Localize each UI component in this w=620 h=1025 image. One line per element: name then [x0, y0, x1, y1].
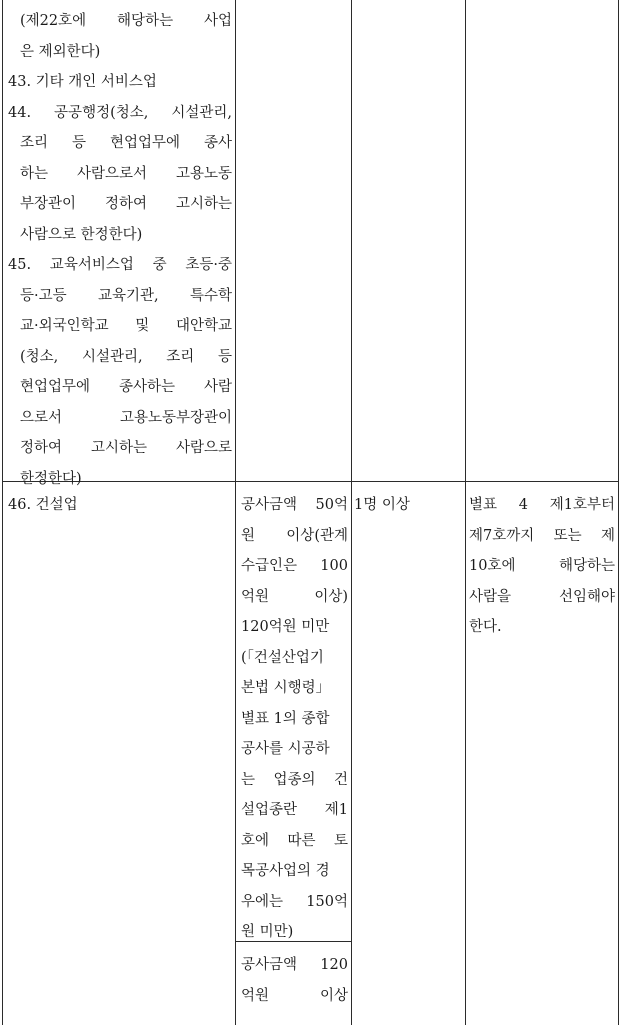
text-line: 별표 4 제1호부터	[469, 497, 615, 513]
qualification-cell	[469, 490, 615, 643]
column-divider-1	[235, 0, 236, 1025]
column-divider-3	[465, 0, 466, 1025]
headcount-cell	[354, 490, 462, 521]
industry-cell	[8, 490, 232, 521]
text-line: (제22호에 해당하는 사업	[20, 13, 232, 29]
text-line: 목공사업의 경	[241, 863, 330, 879]
text-line: 공사를 시공하	[241, 741, 330, 757]
text-line: 억원 이상	[241, 987, 348, 1004]
text-line: (「건설산업기	[241, 649, 324, 666]
text-line: 조리 등 현업업무에 종사	[20, 135, 232, 151]
text-line: 설업종란 제1	[241, 802, 348, 818]
text-line: 제7호까지 또는 제	[469, 527, 615, 544]
text-line: 공사금액 50억	[241, 497, 348, 513]
text-line: 부장관이 정하여 고시하는	[20, 196, 232, 212]
scale-cell-next	[241, 950, 348, 1011]
text-line: 은 제외한다)	[20, 43, 101, 60]
text-line: 10호에 해당하는	[469, 558, 615, 574]
text-line: 46. 건설업	[8, 497, 78, 513]
text-line: 한다.	[469, 619, 502, 635]
text-line: (청소, 시설관리, 조리 등	[20, 348, 232, 365]
text-line: 120억원 미만	[241, 619, 330, 635]
text-line: 원 이상(관계	[241, 527, 348, 544]
industry-list-cell	[8, 6, 232, 494]
text-line: 원 미만)	[241, 924, 294, 940]
text-line: 호에 따른 토	[241, 832, 348, 849]
text-line: 으로서 고용노동부장관이	[20, 409, 232, 426]
text-line: 억원 이상)	[241, 588, 348, 605]
text-line: 본법 시행령」	[241, 680, 331, 696]
table-border-left	[2, 0, 3, 1025]
text-line: 별표 1의 종합	[241, 710, 330, 727]
text-line: 교·외국인학교 및 대안학교	[20, 318, 232, 334]
text-line: 공사금액 120	[241, 957, 348, 973]
text-line: 사람을 선임해야	[469, 588, 615, 605]
text-line: 1명 이상	[354, 497, 410, 513]
text-line: 우에는 150억	[241, 893, 348, 910]
text-line: 44. 공공행정(청소, 시설관리,	[8, 104, 232, 121]
text-line: 한정한다)	[20, 470, 82, 487]
text-line: 45. 교육서비스업 중 초등·중	[8, 257, 232, 273]
text-line: 는 업종의 건	[241, 771, 348, 788]
text-line: 하는 사람으로서 고용노동	[20, 165, 232, 182]
text-line: 현업업무에 종사하는 사람	[20, 379, 232, 395]
text-line: 수급인은 100	[241, 558, 348, 574]
table-border-right	[618, 0, 619, 1025]
scale-cell	[241, 490, 348, 948]
text-line: 43. 기타 개인 서비스업	[8, 74, 157, 90]
text-line: 사람으로 한정한다)	[20, 226, 143, 243]
text-line: 등·고등 교육기관, 특수학	[20, 287, 232, 304]
column-divider-2	[351, 0, 352, 1025]
text-line: 정하여 고시하는 사람으로	[20, 440, 232, 456]
